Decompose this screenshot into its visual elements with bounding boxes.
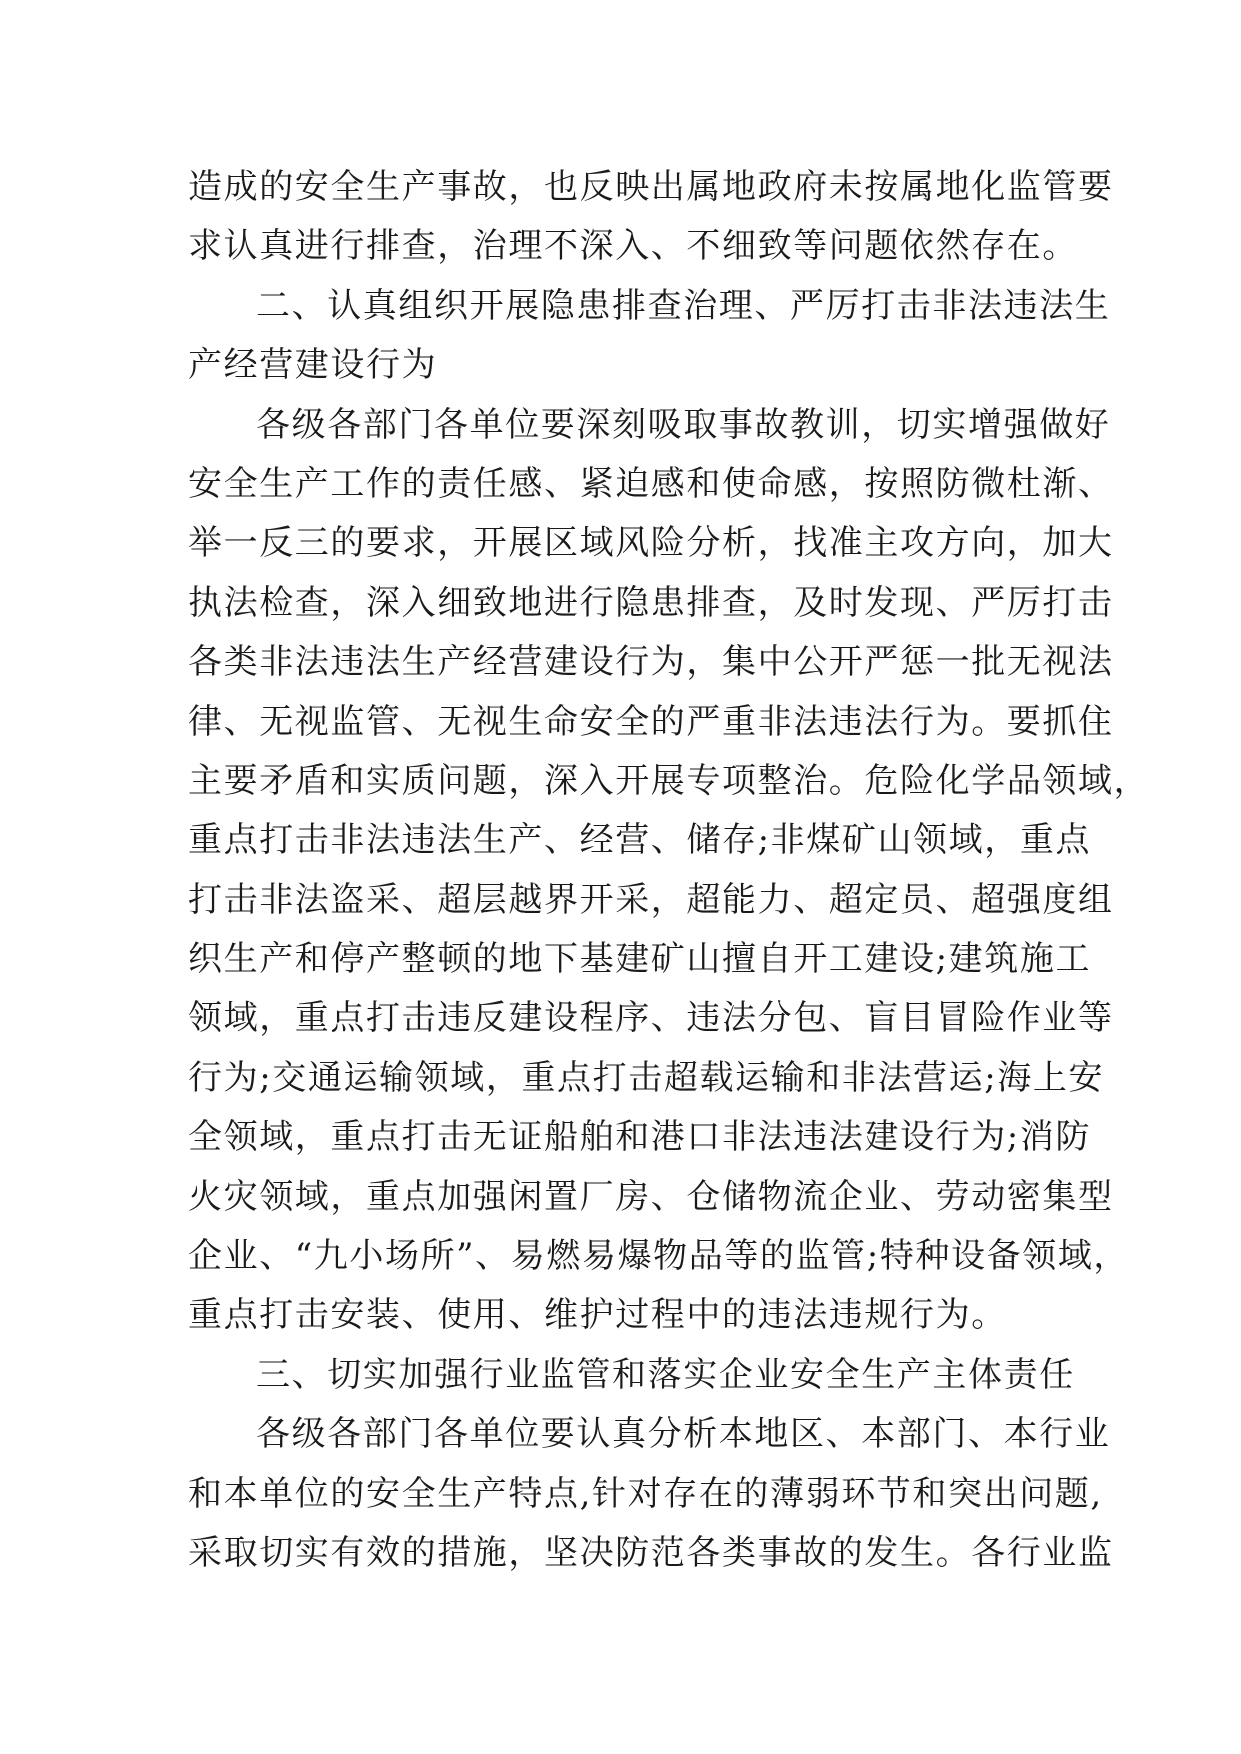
text-line: 各类非法违法生产经营建设行为，集中公开严惩一批无视法 — [188, 642, 1114, 683]
text-line: 主要矛盾和实质问题，深入开展专项整治。危险化学品领域， — [188, 760, 1150, 801]
text-line: 重点打击安装、使用、维护过程中的违法违规行为。 — [188, 1295, 1007, 1336]
text-line: 求认真进行排查，治理不深入、不细致等问题依然存在。 — [188, 226, 1078, 267]
text-line: 采取切实有效的措施，坚决防范各类事故的发生。各行业监 — [188, 1532, 1114, 1573]
text-line: 各级各部门各单位要深刻吸取事故教训，切实增强做好 — [256, 404, 1111, 445]
text-line: 律、无视监管、无视生命安全的严重非法违法行为。要抓住 — [188, 701, 1114, 742]
text-line: 安全生产工作的责任感、紧迫感和使命感，按照防微杜渐、 — [188, 463, 1114, 504]
section-heading: 二、认真组织开展隐患排查治理、严厉打击非法违法生 — [256, 285, 1111, 326]
text-line: 各级各部门各单位要认真分析本地区、本部门、本行业 — [256, 1414, 1111, 1455]
text-line: 造成的安全生产事故，也反映出属地政府未按属地化监管要 — [188, 167, 1114, 207]
text-line: 火灾领域，重点加强闲置厂房、仓储物流企业、劳动密集型 — [188, 1176, 1114, 1217]
text-line: 全领域，重点打击无证船舶和港口非法违法建设行为;消防 — [188, 1117, 1092, 1158]
section-heading: 产经营建设行为 — [188, 345, 438, 386]
text-line: 领域，重点打击违反建设程序、违法分包、盲目冒险作业等 — [188, 998, 1114, 1039]
text-line: 举一反三的要求，开展区域风险分析，找准主攻方向，加大 — [188, 523, 1114, 564]
text-line: 企业、“九小场所”、易燃易爆物品等的监管;特种设备领域， — [188, 1236, 1130, 1277]
text-line: 行为;交通运输领域，重点打击超载运输和非法营运;海上安 — [188, 1057, 1105, 1098]
text-line: 执法检查，深入细致地进行隐患排查，及时发现、严厉打击 — [188, 582, 1114, 623]
text-line: 和本单位的安全生产特点,针对存在的薄弱环节和突出问题, — [188, 1473, 1103, 1514]
section-heading: 三、切实加强行业监管和落实企业安全生产主体责任 — [256, 1354, 1075, 1395]
text-line: 重点打击非法违法生产、经营、储存;非煤矿山领域，重点 — [188, 820, 1092, 861]
body-text — [188, 158, 1150, 1583]
text-line: 织生产和停产整顿的地下基建矿山擅自开工建设;建筑施工 — [188, 939, 1092, 980]
text-line: 打击非法盗采、超层越界开采，超能力、超定员、超强度组 — [188, 879, 1114, 920]
